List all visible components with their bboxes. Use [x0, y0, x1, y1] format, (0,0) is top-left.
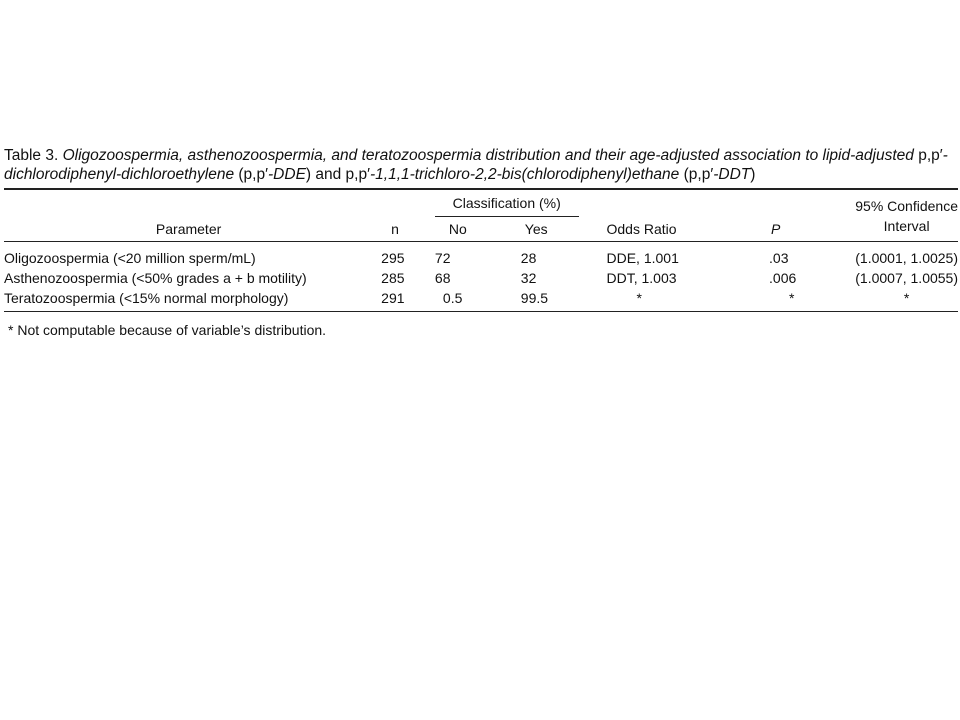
table-3 — [4, 146, 958, 338]
caption-title: Oligozoospermia, asthenozoospermia, and teratozoospermia distribution and their age-adjusted association to lipid-adjusted — [62, 147, 914, 164]
caption-label: Table 3. — [4, 147, 59, 164]
table-row — [4, 268, 958, 288]
cell-p: .006 — [769, 270, 797, 286]
header-odds-ratio: Odds Ratio — [606, 221, 677, 237]
cell-odds-ratio: * — [579, 288, 738, 312]
header-ci — [855, 190, 958, 241]
cell-yes: 32 — [520, 270, 537, 286]
cell-n: 291 — [373, 288, 435, 312]
cell-ci: (1.0007, 1.0055) — [855, 270, 958, 286]
table-caption — [4, 146, 958, 184]
caption-text: -dichlorodiphenyl-dichloroethylene — [4, 147, 948, 183]
cell-ci: * — [855, 288, 958, 312]
header-no: No — [448, 221, 467, 237]
header-classification: Classification (%) — [435, 190, 579, 217]
data-table — [4, 190, 958, 312]
header-ci-line2: Interval — [883, 218, 930, 234]
caption-text: (p,p′ — [683, 166, 714, 183]
header-parameter: Parameter — [155, 221, 222, 237]
cell-n: 285 — [381, 270, 405, 286]
header-yes: Yes — [524, 221, 548, 237]
table-row — [4, 242, 958, 269]
cell-n: 295 — [381, 250, 405, 266]
cell-yes: 99.5 — [497, 288, 579, 312]
cell-no: 72 — [434, 250, 451, 266]
header-p: P — [771, 221, 781, 237]
cell-ci: (1.0001, 1.0025) — [855, 250, 958, 266]
caption-text: ) and p,p′ — [305, 166, 370, 183]
cell-p: * — [737, 288, 855, 312]
cell-no: 0.5 — [435, 288, 497, 312]
caption-text: -DDE — [268, 166, 306, 183]
cell-parameter: Oligozoospermia (<20 million sperm/mL) — [4, 250, 256, 266]
cell-odds-ratio: DDE, 1.001 — [606, 250, 679, 266]
header-ci-line1: 95% Confidence — [855, 198, 958, 214]
caption-text: -1,1,1-trichloro-2,2-bis(chlorodiphenyl)ethane — [370, 166, 680, 183]
caption-text: p,p′ — [918, 147, 943, 164]
cell-p: .03 — [769, 250, 789, 266]
header-n: n — [391, 221, 399, 237]
cell-no: 68 — [434, 270, 451, 286]
cell-parameter: Asthenozoospermia (<50% grades a + b motility) — [4, 270, 307, 286]
table-footnote: * Not computable because of variable’s distribution. — [8, 322, 327, 338]
caption-text: ) — [750, 166, 756, 183]
cell-yes: 28 — [520, 250, 537, 266]
cell-parameter: Teratozoospermia (<15% normal morphology) — [4, 288, 373, 312]
table-row — [4, 288, 958, 312]
caption-text: -DDT — [713, 166, 751, 183]
cell-odds-ratio: DDT, 1.003 — [606, 270, 677, 286]
caption-text: (p,p′ — [238, 166, 269, 183]
